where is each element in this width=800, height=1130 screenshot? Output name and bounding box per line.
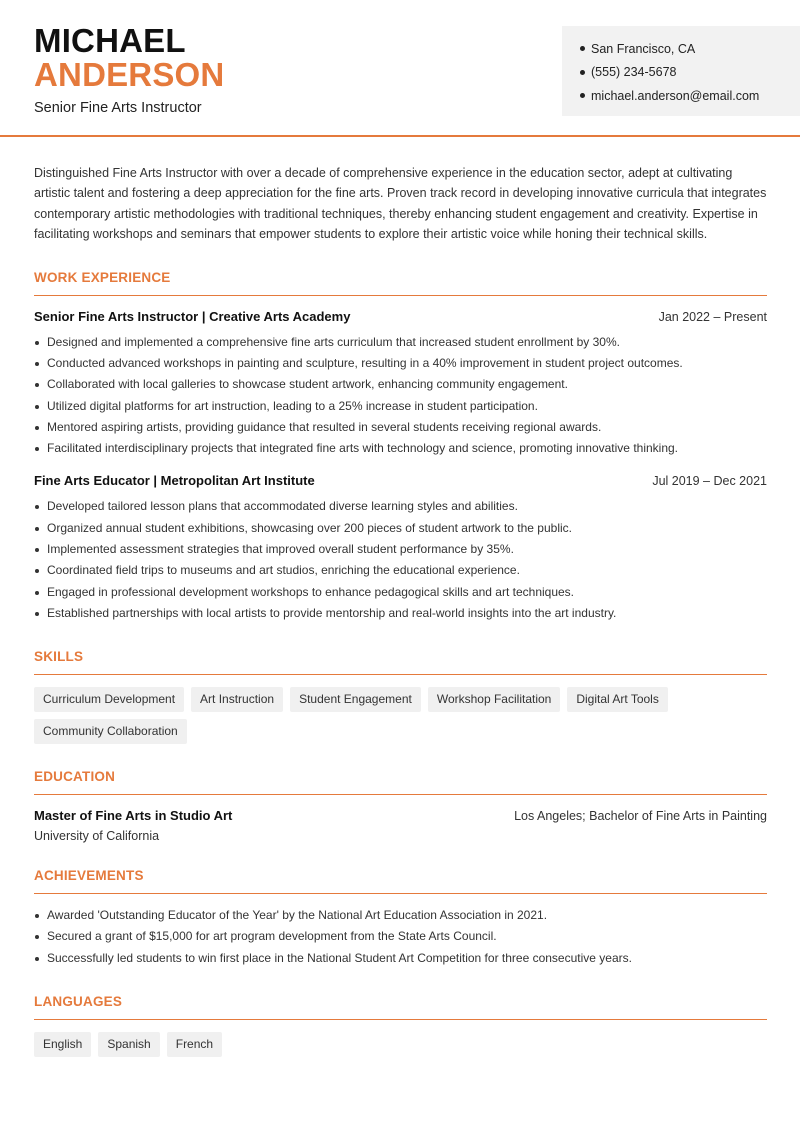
list-item: Engaged in professional development workshops to enhance pedagogical skills and art techniques. [34, 582, 767, 603]
list-item: Awarded 'Outstanding Educator of the Year' by the National Art Education Association in 2021. [34, 905, 767, 926]
skill-tag: Community Collaboration [34, 719, 187, 744]
list-item: Utilized digital platforms for art instruction, leading to a 25% increase in student participation. [34, 396, 767, 417]
job-position: Senior Fine Arts Instructor | Creative Arts Academy [34, 308, 351, 324]
bullet-icon [580, 93, 585, 98]
achievements-section [34, 868, 767, 969]
job-dates: Jan 2022 – Present [658, 309, 767, 324]
skill-tag: Curriculum Development [34, 687, 184, 712]
list-item: Conducted advanced workshops in painting and sculpture, resulting in a 40% improvement in student project outcomes. [34, 353, 767, 374]
list-item: Established partnerships with local artists to provide mentorship and real-world insights into the art industry. [34, 603, 767, 624]
list-item: Coordinated field trips to museums and art studios, enriching the educational experience. [34, 560, 767, 581]
resume-body [34, 163, 767, 1057]
contact-box [562, 26, 800, 116]
language-tag: English [34, 1032, 91, 1057]
achievement-list [34, 905, 767, 969]
list-item: Implemented assessment strategies that improved overall student performance by 35%. [34, 539, 767, 560]
job-bullets [34, 332, 767, 460]
job-entry [34, 309, 767, 460]
list-item: Successfully led students to win first place in the National Student Art Competition for three consecutive years. [34, 948, 767, 969]
contact-email: michael.anderson@email.com [580, 84, 784, 108]
section-title: WORK EXPERIENCE [34, 270, 767, 296]
job-entry [34, 473, 767, 624]
language-tag: Spanish [98, 1032, 159, 1057]
education-entry [34, 808, 767, 843]
list-item: Developed tailored lesson plans that accommodated diverse learning styles and abilities. [34, 496, 767, 517]
language-tag: French [167, 1032, 222, 1057]
list-item: Organized annual student exhibitions, showcasing over 200 pieces of student artwork to the public. [34, 518, 767, 539]
summary: Distinguished Fine Arts Instructor with over a decade of comprehensive experience in the education sector, adept at cultivating artistic talent and fostering a deep appreciation for the fine arts. Proven track record in developing innovative curricula that integrates contemporary artistic methodologies with traditional techniques, thereby enhancing student engagement and creativity. Expertise in facilitating workshops and seminars that empower students to explore their artistic voice while honing their technical skills. [34, 166, 767, 242]
work-experience-section [34, 270, 767, 625]
list-item: Facilitated interdisciplinary projects that integrated fine arts with technology and science, promoting innovative thinking. [34, 438, 767, 459]
section-title: ACHIEVEMENTS [34, 868, 767, 894]
contact-location: San Francisco, CA [580, 37, 784, 61]
skill-tag: Student Engagement [290, 687, 421, 712]
education-location: Los Angeles; Bachelor of Fine Arts in Painting [514, 809, 767, 824]
job-bullets [34, 496, 767, 624]
skill-tags [34, 687, 767, 744]
list-item: Secured a grant of $15,000 for art program development from the State Arts Council. [34, 926, 767, 947]
section-title: SKILLS [34, 649, 767, 675]
skill-tag: Workshop Facilitation [428, 687, 561, 712]
skill-tag: Digital Art Tools [567, 687, 667, 712]
last-name: ANDERSON [34, 56, 225, 93]
contact-phone: (555) 234-5678 [580, 61, 784, 85]
bullet-icon [580, 70, 585, 75]
list-item: Collaborated with local galleries to showcase student artwork, enhancing community engagement. [34, 374, 767, 395]
job-dates: Jul 2019 – Dec 2021 [652, 474, 767, 489]
school: University of California [34, 829, 160, 844]
resume-header [0, 0, 800, 137]
skills-section [34, 649, 767, 744]
section-title: EDUCATION [34, 769, 767, 795]
first-name: MICHAEL [34, 22, 186, 59]
list-item: Designed and implemented a comprehensive fine arts curriculum that increased student enrollment by 30%. [34, 332, 767, 353]
skill-tag: Art Instruction [191, 687, 283, 712]
list-item: Mentored aspiring artists, providing guidance that resulted in several students receiving regional awards. [34, 417, 767, 438]
education-section [34, 769, 767, 843]
job-title: Senior Fine Arts Instructor [34, 100, 202, 116]
bullet-icon [580, 46, 585, 51]
language-tags [34, 1032, 767, 1057]
degree: Master of Fine Arts in Studio Art [34, 808, 233, 824]
languages-section [34, 994, 767, 1057]
job-position: Fine Arts Educator | Metropolitan Art Institute [34, 473, 315, 489]
section-title: LANGUAGES [34, 994, 767, 1020]
